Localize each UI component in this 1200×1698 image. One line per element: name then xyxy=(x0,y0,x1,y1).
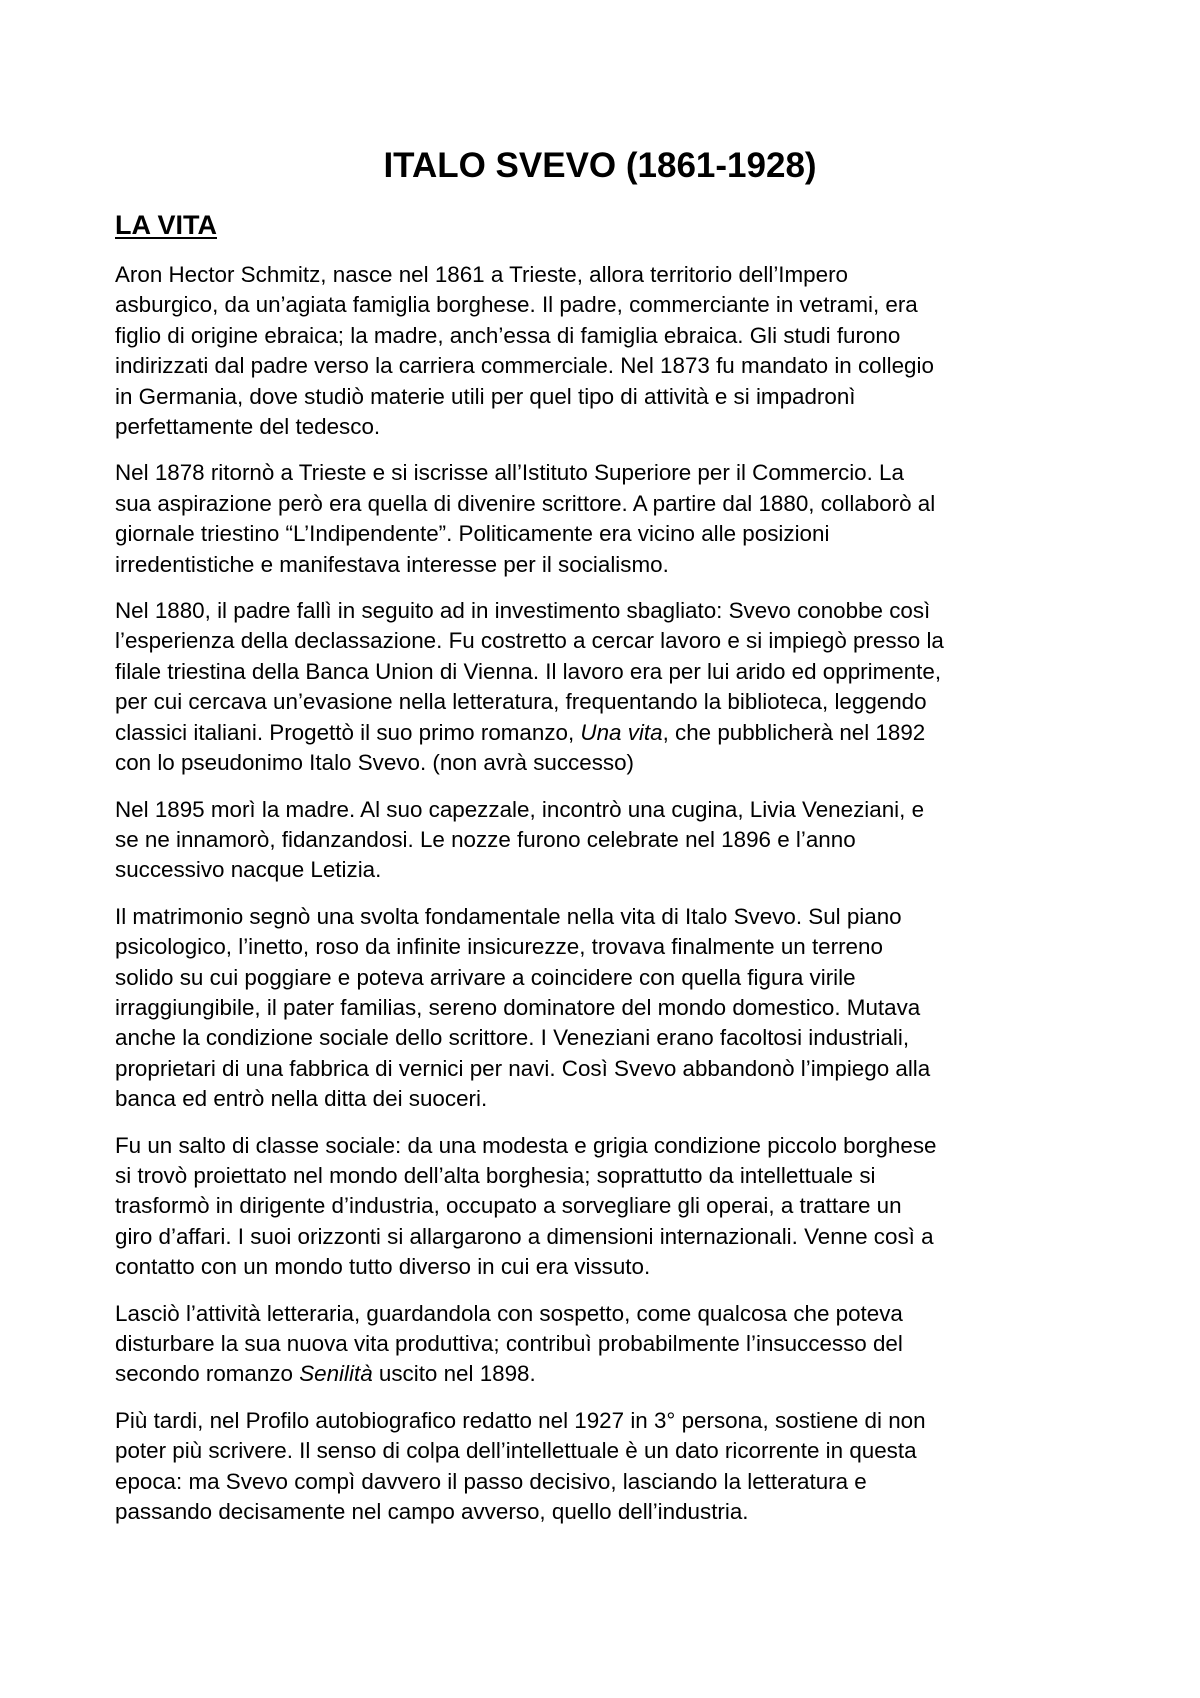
text-line xyxy=(115,489,1105,519)
text-line xyxy=(115,795,1105,825)
text-line xyxy=(115,1023,1105,1053)
text-segment: Nel 1895 morì la madre. Al suo capezzale, incontrò una cugina, Livia Veneziani, e xyxy=(115,796,925,822)
text-segment: sua aspirazione però era quella di divenire scrittore. A partire dal 1880, collaborò al xyxy=(115,490,936,516)
text-segment: solido su cui poggiare e poteva arrivare a coincidere con quella figura virile xyxy=(115,964,856,990)
paragraph xyxy=(115,1406,1105,1528)
text-segment: successivo nacque Letizia. xyxy=(115,857,382,883)
text-segment: filale triestina della Banca Union di Vienna. Il lavoro era per lui arido ed opprimente, xyxy=(115,658,942,684)
text-line xyxy=(115,1084,1105,1114)
text-line xyxy=(115,1497,1105,1527)
text-segment: Fu un salto di classe sociale: da una modesta e grigia condizione piccolo borghese xyxy=(115,1132,937,1158)
text-segment: Nel 1878 ritornò a Trieste e si iscrisse all’Istituto Superiore per il Commercio. La xyxy=(115,460,904,486)
text-line xyxy=(115,290,1105,320)
text-segment: giornale triestino “L’Indipendente”. Politicamente era vicino alle posizioni xyxy=(115,521,830,547)
text-segment: disturbare la sua nuova vita produttiva; contribuì probabilmente l’insuccesso del xyxy=(115,1331,903,1356)
text-line xyxy=(115,321,1105,351)
text-segment: l’esperienza della declassazione. Fu costretto a cercar lavoro e si impiegò presso la xyxy=(115,628,944,654)
text-line xyxy=(115,458,1105,488)
text-line xyxy=(115,748,1105,778)
text-line xyxy=(115,1467,1105,1497)
text-segment: se ne innamorò, fidanzandosi. Le nozze furono celebrate nel 1896 e l’anno xyxy=(115,826,856,852)
text-line xyxy=(115,1406,1105,1436)
text-line xyxy=(115,1299,1105,1329)
text-segment: irraggiungibile, il pater familias, sereno dominatore del mondo domestico. Mutava xyxy=(115,994,921,1020)
book-title: Una vita xyxy=(580,719,663,745)
text-line xyxy=(115,550,1105,580)
text-line xyxy=(115,687,1105,717)
text-segment: poter più scrivere. Il senso di colpa dell’intellettuale è un dato ricorrente in questa xyxy=(115,1438,917,1464)
text-segment: classici italiani. Progettò il suo primo romanzo, xyxy=(115,719,581,745)
text-line xyxy=(115,963,1105,993)
text-line xyxy=(115,596,1105,626)
text-segment: perfettamente del tedesco. xyxy=(115,414,381,440)
text-segment: con lo pseudonimo Italo Svevo. (non avrà successo) xyxy=(115,750,634,776)
paragraph xyxy=(115,458,1105,580)
text-line xyxy=(115,993,1105,1023)
paragraph xyxy=(115,902,1105,1115)
paragraph xyxy=(115,260,1105,442)
text-segment: si trovò proiettato nel mondo dell’alta borghesia; soprattutto da intellettuale si xyxy=(115,1162,876,1188)
text-segment: banca ed entrò nella ditta dei suoceri. xyxy=(115,1086,488,1112)
text-line xyxy=(115,1436,1105,1466)
text-line xyxy=(115,1131,1105,1161)
text-segment: psicologico, l’inetto, roso da infinite insicurezze, trovava finalmente un terreno xyxy=(115,934,883,960)
book-title: Senilità xyxy=(299,1361,373,1387)
text-segment: Il matrimonio segnò una svolta fondamentale nella vita di Italo Svevo. Sul piano xyxy=(115,903,902,929)
section-heading: LA VITA xyxy=(115,210,217,240)
text-line xyxy=(115,519,1105,549)
body-text xyxy=(115,260,1105,1543)
text-line xyxy=(115,1252,1105,1282)
text-segment: anche la condizione sociale dello scrittore. I Veneziani erano facoltosi industriali, xyxy=(115,1025,910,1051)
text-line xyxy=(115,1161,1105,1191)
text-line xyxy=(115,351,1105,381)
text-segment: contatto con un mondo tutto diverso in cui era vissuto. xyxy=(115,1254,651,1280)
text-segment: irredentistiche e manifestava interesse per il socialismo. xyxy=(115,551,669,577)
text-line xyxy=(115,855,1105,885)
text-segment: secondo romanzo xyxy=(115,1361,300,1387)
paragraph xyxy=(115,596,1105,778)
paragraph xyxy=(115,1131,1105,1283)
text-segment: epoca: ma Svevo compì davvero il passo decisivo, lasciando la letteratura e xyxy=(115,1468,867,1494)
text-line xyxy=(115,412,1105,442)
text-line xyxy=(115,718,1105,748)
text-line xyxy=(115,382,1105,412)
text-segment: indirizzati dal padre verso la carriera commerciale. Nel 1873 fu mandato in collegio xyxy=(115,353,934,379)
text-segment: , che pubblicherà nel 1892 xyxy=(662,719,926,745)
text-segment: passando decisamente nel campo avverso, quello dell’industria. xyxy=(115,1499,749,1525)
text-line xyxy=(115,902,1105,932)
text-segment: trasformò in dirigente d’industria, occupato a sorvegliare gli operai, a trattare un xyxy=(115,1193,902,1219)
text-segment: uscito nel 1898. xyxy=(372,1361,536,1387)
paragraph xyxy=(115,1299,1105,1390)
text-line xyxy=(115,825,1105,855)
text-segment: Più tardi, nel Profilo autobiografico redatto nel 1927 in 3° persona, sostiene di non xyxy=(115,1407,926,1433)
text-segment: figlio di origine ebraica; la madre, anch’essa di famiglia ebraica. Gli studi furono xyxy=(115,322,901,348)
text-line xyxy=(115,932,1105,962)
text-line xyxy=(115,1222,1105,1252)
document-title: ITALO SVEVO (1861-1928) xyxy=(383,146,817,185)
text-segment: giro d’affari. I suoi orizzonti si allargarono a dimensioni internazionali. Venne così a xyxy=(115,1223,934,1249)
text-segment: Nel 1880, il padre fallì in seguito ad in investimento sbagliato: Svevo conobbe così xyxy=(115,598,931,624)
text-line xyxy=(115,657,1105,687)
text-line xyxy=(115,1054,1105,1084)
text-segment: asburgico, da un’agiata famiglia borghese. Il padre, commerciante in vetrami, era xyxy=(115,292,918,318)
text-segment: Aron Hector Schmitz, nasce nel 1861 a Trieste, allora territorio dell’Impero xyxy=(115,262,848,287)
text-segment: proprietari di una fabbrica di vernici per navi. Così Svevo abbandonò l’impiego alla xyxy=(115,1055,931,1081)
text-segment: in Germania, dove studiò materie utili per quel tipo di attività e si impadronì xyxy=(115,383,856,409)
text-line xyxy=(115,260,1105,290)
text-line xyxy=(115,1329,1105,1359)
text-line xyxy=(115,626,1105,656)
text-segment: Lasciò l’attività letteraria, guardandola con sospetto, come qualcosa che poteva xyxy=(115,1300,903,1326)
text-line xyxy=(115,1359,1105,1389)
text-line xyxy=(115,1191,1105,1221)
paragraph xyxy=(115,795,1105,886)
text-segment: per cui cercava un’evasione nella letteratura, frequentando la biblioteca, leggendo xyxy=(115,689,927,715)
